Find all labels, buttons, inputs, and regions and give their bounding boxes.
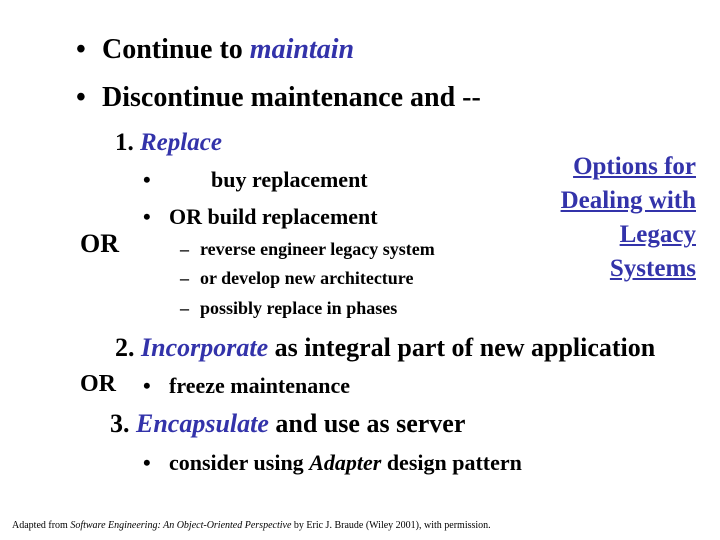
detail-item — [180, 269, 413, 287]
freeze-text: freeze maintenance — [169, 373, 351, 398]
bullet-icon: • — [143, 167, 151, 192]
detail-item — [180, 240, 435, 258]
source-credit — [12, 521, 491, 531]
maintain-emphasis: maintain — [249, 34, 355, 65]
dash-icon: – — [180, 268, 189, 288]
option-encapsulate-heading — [110, 411, 465, 437]
callout-line: Systems — [609, 255, 696, 282]
or-label-1: OR — [80, 229, 119, 258]
adapter-after: design pattern — [381, 450, 522, 475]
adapter-before: consider using — [169, 450, 310, 475]
detail-text: or develop new architecture — [200, 268, 414, 288]
incorporate-sub — [143, 375, 350, 397]
adapter-emphasis: Adapter — [309, 450, 382, 475]
option-rest: and use as server — [268, 409, 466, 438]
option-label: Encapsulate — [136, 409, 269, 438]
callout-line: Legacy — [619, 221, 696, 248]
replace-sub-build — [143, 206, 378, 228]
dash-icon: – — [180, 239, 189, 259]
discontinue-text: Discontinue maintenance and -- — [102, 82, 481, 113]
detail-text: reverse engineer legacy system — [200, 239, 435, 259]
options-callout — [536, 150, 696, 286]
callout-line: Dealing with — [560, 187, 696, 214]
bullet-icon: • — [143, 204, 151, 229]
bullet-icon: • — [143, 450, 151, 475]
option-number: 1. — [115, 129, 134, 156]
option-label: Replace — [140, 129, 222, 156]
bullet-icon: • — [76, 82, 86, 113]
build-replacement-text: OR build replacement — [169, 204, 378, 229]
credit-after: by Eric J. Braude (Wiley 2001), with permission. — [291, 520, 491, 531]
detail-text: possibly replace in phases — [200, 298, 398, 318]
encapsulate-sub — [143, 452, 522, 474]
option-replace-heading — [115, 130, 222, 155]
credit-book: Software Engineering: An Object-Oriented Perspective — [70, 520, 292, 531]
option-rest: as integral part of new application — [268, 333, 656, 362]
buy-replacement-text: buy replacement — [211, 167, 368, 192]
bullet-icon: • — [143, 373, 151, 398]
detail-item — [180, 299, 397, 317]
bullet-icon: • — [76, 34, 86, 65]
option-label: Incorporate — [141, 333, 269, 362]
option-number: 2. — [115, 333, 135, 362]
credit-before: Adapted from — [12, 520, 71, 531]
callout-line: Options for — [573, 153, 696, 180]
bullet-discontinue — [76, 84, 481, 112]
continue-text: Continue to — [102, 34, 250, 65]
dash-icon: – — [180, 298, 189, 318]
or-label-2: OR — [80, 371, 116, 397]
option-incorporate-heading — [115, 335, 655, 361]
replace-sub-buy — [143, 169, 368, 191]
bullet-continue-maintain — [76, 36, 354, 64]
option-number: 3. — [110, 409, 130, 438]
